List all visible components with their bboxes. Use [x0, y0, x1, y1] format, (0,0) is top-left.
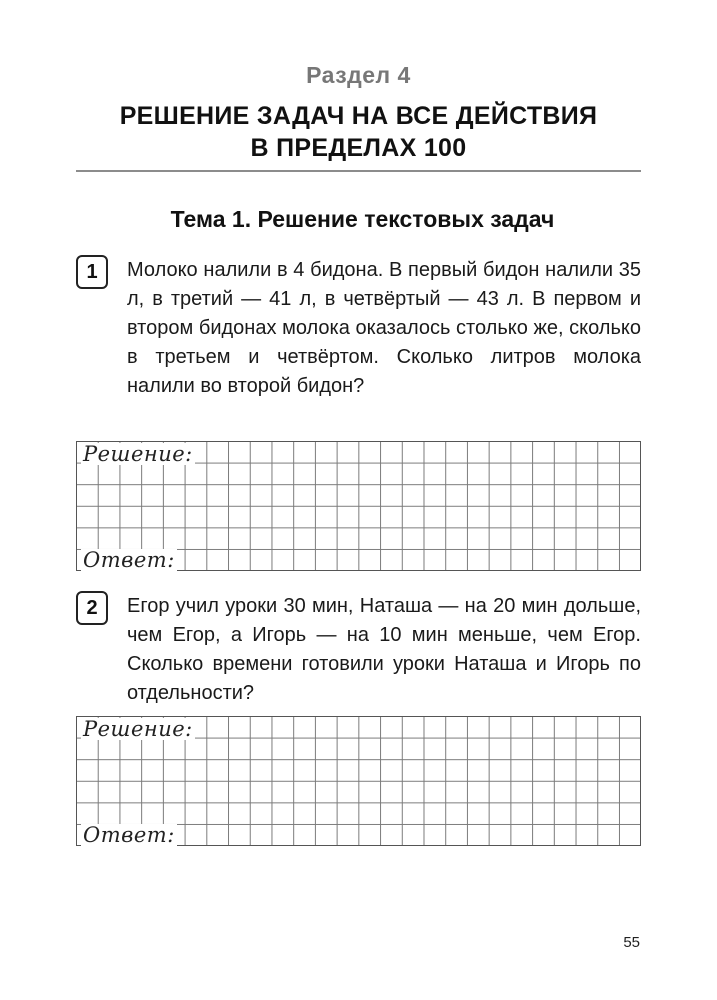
- task-1-number-badge: 1: [76, 255, 108, 289]
- page-number: 55: [623, 934, 640, 951]
- task-2-number-badge: 2: [76, 591, 108, 625]
- task-2-answer-grid[interactable]: [76, 716, 641, 846]
- title-divider: [76, 170, 641, 172]
- topic-title: Тема 1. Решение текстовых задач: [170, 206, 555, 232]
- task-1-answer-grid[interactable]: [76, 441, 641, 571]
- task-1-answer-label: Ответ:: [83, 548, 175, 572]
- task-2-solution-label: Решение:: [83, 717, 193, 741]
- section-label: Раздел 4: [306, 62, 411, 88]
- task-2-text: Егор учил уроки 30 мин, Наташа — на 20 мин дольше, чем Егор, а Игорь — на 10 мин меньше, чем Егор. Сколько времени готовили уроки Наташа и Игорь по отдельности?: [127, 595, 641, 704]
- task-1-text: Молоко налили в 4 бидона. В первый бидон налили 35 л, в третий — 41 л, в четвёртый — 43 л. В первом и втором бидонах молока оказалось столько же, сколько в третьем и четвёртом. Сколько литров молока налили во второй бидон?: [127, 259, 641, 397]
- section-title-line-1: РЕШЕНИЕ ЗАДАЧ НА ВСЕ ДЕЙСТВИЯ: [119, 102, 598, 130]
- task-2-answer-label: Ответ:: [83, 823, 175, 847]
- section-title-line-2: В ПРЕДЕЛАХ 100: [250, 134, 467, 162]
- section-title: [0, 100, 717, 164]
- task-1-solution-label: Решение:: [83, 442, 193, 466]
